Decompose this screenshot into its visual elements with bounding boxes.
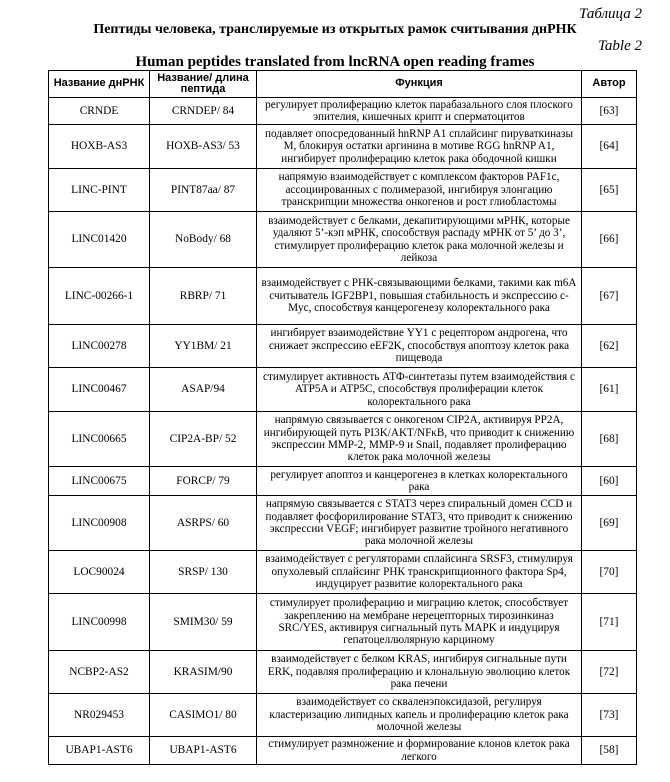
cell-rna-name: LINC00665 bbox=[49, 412, 150, 467]
table-title-ru: Пептиды человека, транслируемые из открытых рамок считывания днРНК bbox=[93, 22, 577, 37]
table-row bbox=[49, 412, 637, 467]
table-row bbox=[49, 467, 637, 496]
cell-peptide: SMIM30/ 59 bbox=[150, 594, 257, 651]
cell-function: ингибирует взаимодействие YY1 с рецептором андрогена, что снижает экспрессию eEF2K, способствуя апоптозу клеток рака пищевода bbox=[257, 325, 582, 368]
cell-rna-name: LINC00675 bbox=[49, 467, 150, 496]
cell-function: напрямую связывается с онкогеном CIP2A, активируя PP2A, ингибирующей путь PI3K/AKT/NFκB, что приводит к снижению экспрессии MMP-2, MMP-9 и Snail, подавляет пролиферацию клеток рака молочной железы bbox=[257, 412, 582, 467]
cell-reference: [69] bbox=[582, 496, 637, 551]
cell-reference: [68] bbox=[582, 412, 637, 467]
table-row bbox=[49, 268, 637, 325]
table-row bbox=[49, 98, 637, 125]
cell-peptide: KRASIM/90 bbox=[150, 651, 257, 694]
cell-peptide: CIP2A-BP/ 52 bbox=[150, 412, 257, 467]
column-header-peptide: Название/ длина пептида bbox=[150, 71, 257, 98]
table-number-ru: Таблица 2 bbox=[579, 6, 642, 22]
cell-function: взаимодействует со скваленэпоксидазой, регулируя кластеризацию липидных капель и пролиферацию клеток рака молочной железы bbox=[257, 694, 582, 737]
cell-peptide: CASIMO1/ 80 bbox=[150, 694, 257, 737]
cell-reference: [61] bbox=[582, 368, 637, 412]
cell-rna-name: LINC00467 bbox=[49, 368, 150, 412]
cell-function: стимулирует размножение и формирование клонов клеток рака легкого bbox=[257, 737, 582, 765]
cell-function: взаимодействует с белком KRAS, ингибируя сигнальные пути ERK, подавляя пролиферацию и клональную эволюцию клеток рака печени bbox=[257, 651, 582, 694]
table-header-row bbox=[49, 71, 637, 98]
table-row bbox=[49, 368, 637, 412]
cell-function: стимулирует пролиферацию и миграцию клеток, способствует закреплению на мембране нерецепторных тирозинкиназ SRC/YES, активируя сигнальный путь MAPK и индуцируя гепатоцеллюлярную карциному bbox=[257, 594, 582, 651]
table-row bbox=[49, 551, 637, 594]
cell-reference: [62] bbox=[582, 325, 637, 368]
cell-function: взаимодействует с регуляторами сплайсинга SRSF3, стимулируя опухолевый сплайсинг РНК транскрипционного фактора Sp4, индуцирует развитие колоректального рака bbox=[257, 551, 582, 594]
table-row bbox=[49, 694, 637, 737]
table-row bbox=[49, 594, 637, 651]
table-number-en: Table 2 bbox=[597, 38, 642, 54]
table-row bbox=[49, 651, 637, 694]
cell-peptide: ASAP/94 bbox=[150, 368, 257, 412]
column-header-function: Функция bbox=[257, 71, 582, 98]
cell-function: напрямую взаимодействует с комплексом факторов PAF1c, ассоциированных с полимеразой, ингибируя элонгацию транскрипции множества онкогенов и рост глиобластомы bbox=[257, 169, 582, 212]
cell-peptide: PINT87aa/ 87 bbox=[150, 169, 257, 212]
cell-rna-name: CRNDE bbox=[49, 98, 150, 125]
cell-rna-name: LINC00908 bbox=[49, 496, 150, 551]
cell-peptide: YY1BM/ 21 bbox=[150, 325, 257, 368]
cell-peptide: ASRPS/ 60 bbox=[150, 496, 257, 551]
table-row bbox=[49, 325, 637, 368]
cell-reference: [72] bbox=[582, 651, 637, 694]
cell-reference: [65] bbox=[582, 169, 637, 212]
cell-reference: [73] bbox=[582, 694, 637, 737]
peptides-table bbox=[48, 70, 637, 765]
cell-reference: [63] bbox=[582, 98, 637, 125]
cell-function: взаимодействует с белками, декапитирующими мРНК, которые удаляют 5’-кэп мРНК, способствуя распаду мРНК от 5’ до 3’, стимулирует пролиферацию клеток рака молочной железы и лейкоза bbox=[257, 212, 582, 268]
cell-rna-name: LOC90024 bbox=[49, 551, 150, 594]
cell-peptide: NoBody/ 68 bbox=[150, 212, 257, 268]
cell-reference: [67] bbox=[582, 268, 637, 325]
cell-rna-name: LINC01420 bbox=[49, 212, 150, 268]
cell-function: регулирует апоптоз и канцерогенез в клетках колоректального рака bbox=[257, 467, 582, 496]
cell-rna-name: LINC-00266-1 bbox=[49, 268, 150, 325]
cell-reference: [66] bbox=[582, 212, 637, 268]
cell-function: взаимодействует с РНК-связывающими белками, такими как m6A считыватель IGF2BP1, повышая стабильность и экспрессию c-Myc, способствуя канцерогенезу колоректального рака bbox=[257, 268, 582, 325]
cell-reference: [64] bbox=[582, 125, 637, 169]
cell-reference: [70] bbox=[582, 551, 637, 594]
cell-function: напрямую связывается с STAT3 через спиральный домен CCD и подавляет фосфорилирование STAT3, что приводит к снижению экспрессии VEGF; ингибирует развитие тройного негативного рака молочной железы bbox=[257, 496, 582, 551]
cell-rna-name: LINC-PINT bbox=[49, 169, 150, 212]
cell-rna-name: NCBP2-AS2 bbox=[49, 651, 150, 694]
table-body bbox=[49, 98, 637, 765]
cell-rna-name: NR029453 bbox=[49, 694, 150, 737]
table-title-en: Human peptides translated from lncRNA open reading frames bbox=[135, 54, 535, 70]
table-row bbox=[49, 496, 637, 551]
cell-rna-name: HOXB-AS3 bbox=[49, 125, 150, 169]
cell-peptide: RBRP/ 71 bbox=[150, 268, 257, 325]
cell-function: регулирует пролиферацию клеток парабазального слоя плоского эпителия, кишечных крипт и сперматоцитов bbox=[257, 98, 582, 125]
cell-peptide: CRNDEP/ 84 bbox=[150, 98, 257, 125]
cell-reference: [71] bbox=[582, 594, 637, 651]
cell-reference: [60] bbox=[582, 467, 637, 496]
cell-reference: [58] bbox=[582, 737, 637, 765]
table-row bbox=[49, 125, 637, 169]
cell-rna-name: UBAP1-AST6 bbox=[49, 737, 150, 765]
cell-peptide: UBAP1-AST6 bbox=[150, 737, 257, 765]
table-row bbox=[49, 212, 637, 268]
cell-peptide: HOXB-AS3/ 53 bbox=[150, 125, 257, 169]
cell-function: стимулирует активность АТФ-синтетазы путем взаимодействия с ATP5A и ATP5C, способствуя пролиферации клеток колоректального рака bbox=[257, 368, 582, 412]
cell-function: подавляет опосредованный hnRNP A1 сплайсинг пируваткиназы M, блокируя остатки аргинина в мотиве RGG hnRNP A1, ингибирует пролиферацию клеток рака ободочной кишки bbox=[257, 125, 582, 169]
column-header-author: Автор bbox=[582, 71, 637, 98]
cell-peptide: FORCP/ 79 bbox=[150, 467, 257, 496]
cell-rna-name: LINC00278 bbox=[49, 325, 150, 368]
table-row bbox=[49, 737, 637, 765]
table-row bbox=[49, 169, 637, 212]
column-header-rna: Название днРНК bbox=[49, 71, 150, 98]
cell-peptide: SRSP/ 130 bbox=[150, 551, 257, 594]
cell-rna-name: LINC00998 bbox=[49, 594, 150, 651]
